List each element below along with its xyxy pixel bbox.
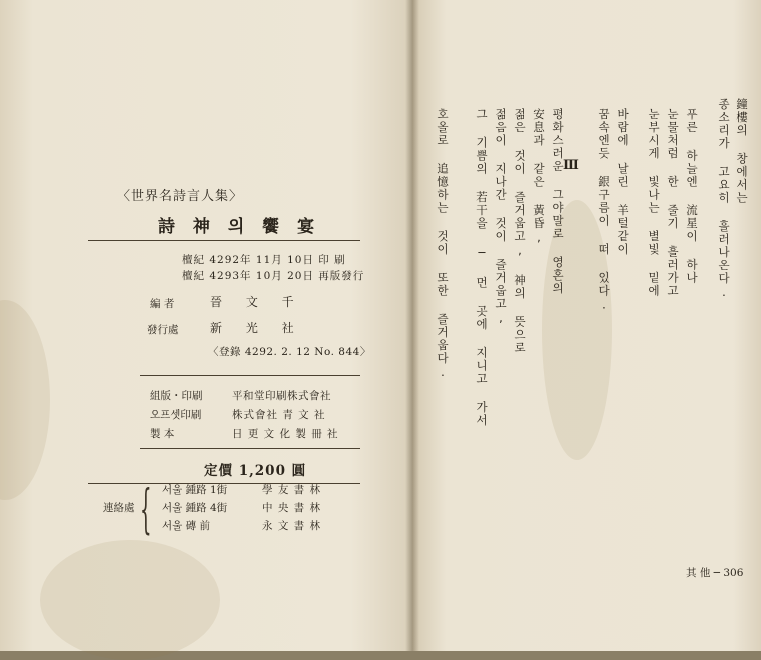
registration-number: 〈登錄 4292. 2. 12 No. 844〉 — [208, 346, 371, 358]
contact-city: 서울 鍾路 1街 — [162, 484, 228, 496]
contact-label: 連絡處 — [103, 502, 135, 514]
poem-line: 종소리가 고요히 흘러나온다. — [717, 98, 731, 301]
contact-city: 서울 磚 前 — [162, 520, 210, 532]
page-footer: 其 他 ─ 306 — [686, 567, 744, 579]
poem-line: 호올로 追憶하는 것이 또한 즐거웁다. — [436, 108, 450, 381]
poem-line: 鐘樓의 창에서는 — [735, 98, 749, 205]
paper-stain — [0, 300, 50, 500]
poem-line: 눈물처럼 한 줄기 흘러가고 — [666, 108, 680, 298]
right-page — [412, 0, 761, 651]
section-numeral: Ⅲ — [563, 158, 579, 173]
print-date: 檀紀 4292年 11月 10日 印 刷 — [182, 254, 346, 266]
poem-line: 푸른 하늘엔 流星이 하나 — [685, 108, 699, 285]
poem-line: 평화스러운 그야말로 영혼의 — [551, 108, 565, 295]
offset-company: 株式會社 青 文 社 — [232, 409, 326, 421]
price: 定價 1,200 圓 — [204, 463, 307, 479]
contact-city: 서울 鍾路 4街 — [162, 502, 228, 514]
editor-label: 編 者 — [150, 298, 175, 310]
publisher-name: 新 光 社 — [210, 321, 304, 335]
divider — [140, 448, 360, 449]
divider — [140, 375, 360, 376]
poem-line: 꿈속엔듯 銀구름이 떠 있다. — [597, 108, 611, 313]
binding-label: 製 本 — [150, 428, 175, 440]
typeset-company: 平和堂印刷株式會社 — [232, 390, 331, 402]
brace-glyph: { — [140, 480, 152, 540]
book-title: 詩 神 의 饗 宴 — [158, 217, 321, 237]
poem-line: 젊은 것이 즐거웁고, 神의 뜻으로 — [513, 108, 527, 355]
poem-line: 젊음이 지나간 것이 즐거웁고, — [494, 108, 508, 326]
book-gutter — [405, 0, 419, 651]
divider — [88, 240, 360, 241]
paper-stain — [40, 540, 220, 660]
poem-line: 그 기쁨의 若干을 ─ 먼 곳에 지니고 가서 — [475, 108, 489, 427]
series-name: 〈世界名詩言人集〉 — [117, 189, 244, 204]
editor-name: 晉 文 千 — [210, 295, 304, 309]
contact-store: 永 文 書 林 — [262, 520, 322, 532]
publisher-label: 發行處 — [147, 324, 179, 336]
offset-label: 오프셋印刷 — [150, 409, 202, 421]
contact-store: 學 友 書 林 — [262, 484, 322, 496]
reissue-date: 檀紀 4293年 10月 20日 再版發行 — [182, 270, 365, 282]
typeset-label: 組版・印刷 — [150, 390, 203, 402]
contact-store: 中 央 書 林 — [262, 502, 322, 514]
poem-line: 바람에 날린 羊털같이 — [616, 108, 630, 256]
poem-line: 安息과 같은 黃昏, — [532, 108, 546, 246]
poem-line: 눈부시게 빛나는 별빛 밑에 — [647, 108, 661, 298]
binding-company: 日 更 文 化 製 冊 社 — [232, 428, 339, 440]
